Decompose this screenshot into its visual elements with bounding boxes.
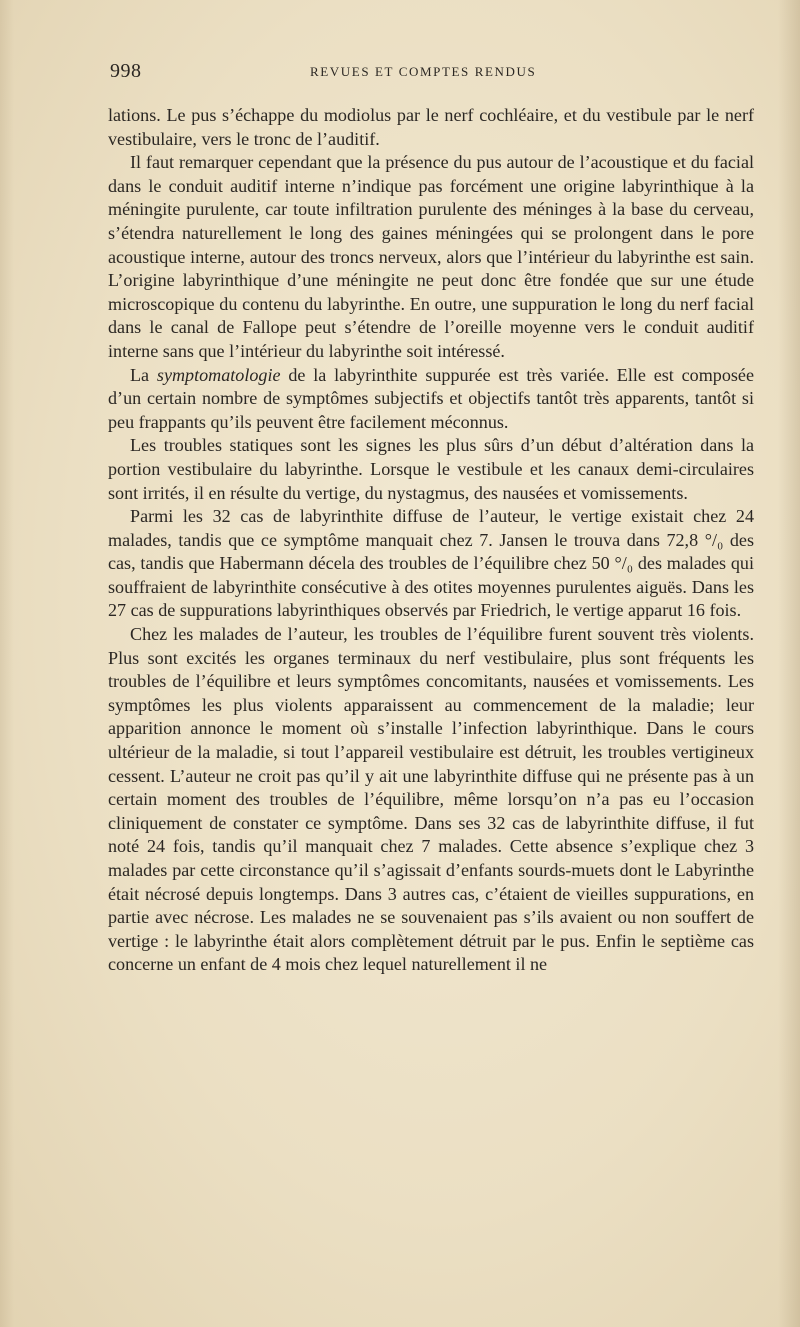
paragraph-2-text: Il faut remarquer cependant que la présence du pus autour de l’acoustique et du facial dans le conduit auditif interne n’indique pas forcément une origine labyrinthique à la méningite purulente, car toute infiltration purulente des méninges à la base du cerveau, s’étendra naturellement le long des gaines méningées qui se prolongent dans le pore acoustique interne, autour des troncs nerveux, alors que l’intérieur du labyrinthe est sain. L’origine labyrinthique d’une méningite ne peut donc être fondée que sur une étude microscopique du contenu du labyrinthe. En outre, une suppuration le long du nerf facial dans le canal de Fallope peut s’étendre de l’oreille moyenne vers le conduit auditif interne sans que l’intérieur du labyrinthe soit intéressé. <box>108 152 754 361</box>
paragraph-3-lead: La <box>130 364 150 385</box>
page-header <box>110 60 754 86</box>
paragraph-3-text: de la labyrinthite suppurée est très variée. Elle est composée d’un certain nombre de symptômes subjectifs et objectifs tantôt très apparents, tantôt si peu frappants qu’ils peuvent être facilement méconnus. <box>108 364 754 432</box>
paragraph-4-text: Les troubles statiques sont les signes les plus sûrs d’un début d’altération dans la portion vestibulaire du labyrinthe. Lorsque le vestibule et les canaux demi-circulaires sont irrités, il en résulte du vertige, du nystagmus, des nausées et vomissements. <box>108 435 754 503</box>
paragraph-4 <box>108 434 754 505</box>
paragraph-2 <box>108 151 754 363</box>
running-head: REVUES ET COMPTES RENDUS <box>310 64 537 79</box>
paragraph-6-text: Chez les malades de l’auteur, les troubles de l’équilibre furent souvent très violents. Plus sont excités les organes terminaux du nerf vestibulaire, plus sont fréquents les troubles de l’équilibre et leurs symptômes concomitants, nausées et vomissements. Les symptômes les plus violents apparaissent au commencement de la maladie; leur apparition annonce le moment où s’installe l’infection labyrinthique. Dans le cours ultérieur de la maladie, si tout l’appareil vestibulaire est détruit, les troubles vertigineux cessent. L’auteur ne croit pas qu’il y ait une labyrinthite diffuse qui ne présente pas à un certain moment des troubles de l’équilibre, même lorsqu’on n’a pas eu l’occasion cliniquement de constater ce symptôme. Dans ses 32 cas de labyrinthite diffuse, il fut noté 24 fois, tandis qu’il manquait chez 7 malades. Cette absence s’explique chez 3 malades par cette circonstance qu’il s’agissait d’enfants sourds-muets dont le Labyrinthe était nécrosé depuis longtemps. Dans 3 autres cas, c’étaient de vieilles suppurations, en partie avec nécrose. Les malades ne se souvenaient pas s’ils avaient ou non souffert de vertige : le labyrinthe était alors complètement détruit par le pus. Enfin le septième cas concerne un enfant de 4 mois chez lequel naturellement il ne <box>108 624 754 975</box>
page-edge-shadow-right <box>778 0 800 1327</box>
page-edge-shadow-left <box>0 0 14 1327</box>
paragraph-1-text: lations. Le pus s’échappe du modiolus par le nerf cochléaire, et du vestibule par le nerf vestibulaire, vers le tronc de l’auditif. <box>108 105 754 149</box>
paragraph-1 <box>108 104 754 151</box>
paragraph-5-text: Parmi les 32 cas de labyrinthite diffuse de l’auteur, le vertige existait chez 24 malades, tandis que ce symptôme manquait chez 7. Jansen le trouva dans 72,8 °/₀ des cas, tandis que Habermann décela des troubles de l’équilibre chez 50 °/₀ des malades qui souffraient de labyrinthite consécutive à des otites moyennes purulentes aiguës. Dans les 27 cas de suppurations labyrinthiques observés par Friedrich, le vertige apparut 16 fois. <box>108 506 754 621</box>
page-number: 998 <box>110 60 142 82</box>
paragraph-5 <box>108 505 754 623</box>
paragraph-3 <box>108 364 754 435</box>
paragraph-3-emphasis: symptomatologie <box>156 364 281 385</box>
body-text <box>108 104 754 977</box>
paragraph-6 <box>108 623 754 977</box>
